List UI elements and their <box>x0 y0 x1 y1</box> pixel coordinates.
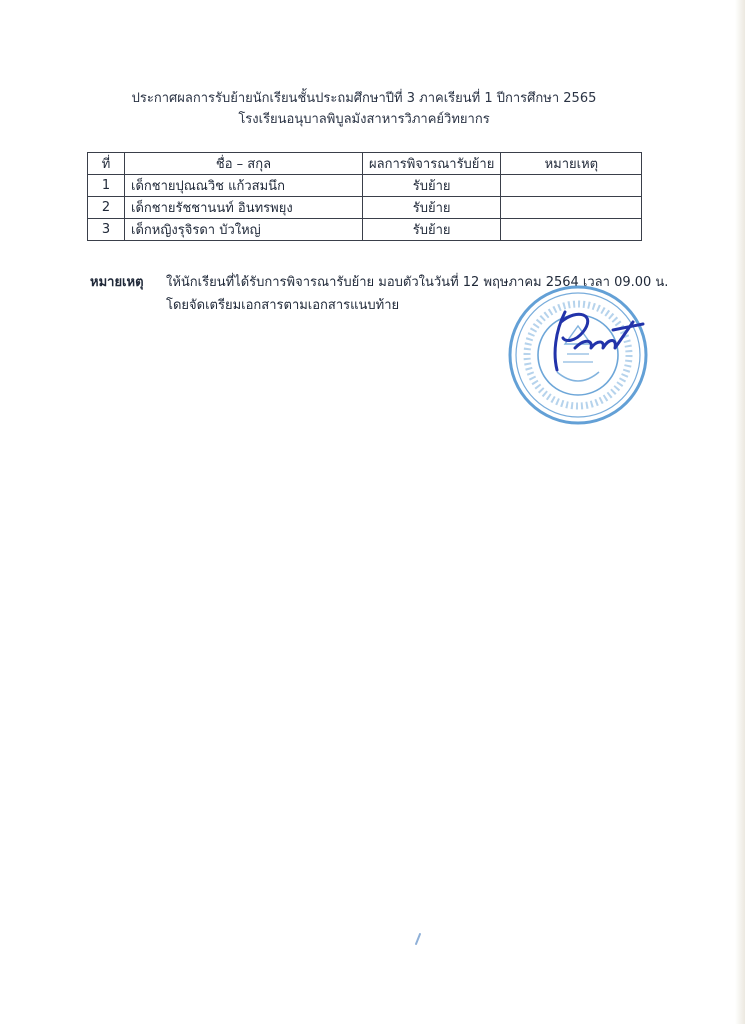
paper-speck-mark <box>414 932 422 946</box>
row-result: รับย้าย <box>363 219 501 241</box>
header-number: ที่ <box>88 153 125 175</box>
school-seal-stamp-icon <box>505 282 651 428</box>
table-row <box>88 175 642 197</box>
results-table <box>87 152 642 241</box>
row-number: 1 <box>88 175 125 197</box>
table-header-row <box>88 153 642 175</box>
note-line-2: โดยจัดเตรียมเอกสารตามเอกสารแนบท้าย <box>166 298 400 313</box>
header-note: หมายเหตุ <box>501 153 642 175</box>
table-row <box>88 219 642 241</box>
row-name: เด็กชายปุณณวิช แก้วสมนึก <box>125 175 363 197</box>
row-note <box>501 219 642 241</box>
row-note <box>501 175 642 197</box>
row-name: เด็กชายรัชชานนท์ อินทรพยุง <box>125 197 363 219</box>
note-line-1: ให้นักเรียนที่ได้รับการพิจารณารับย้าย มอบตัวในวันที่ 12 พฤษภาคม 2564 เวลา 09.00 น. <box>166 275 669 290</box>
row-result: รับย้าย <box>363 197 501 219</box>
announcement-title <box>0 88 728 130</box>
table-row <box>88 197 642 219</box>
title-line-2: โรงเรียนอนุบาลพิบูลมังสาหารวิภาคย์วิทยากร <box>238 112 490 127</box>
row-number: 3 <box>88 219 125 241</box>
row-name: เด็กหญิงรุจิรดา บัวใหญ่ <box>125 219 363 241</box>
header-name: ชื่อ – สกุล <box>125 153 363 175</box>
row-note <box>501 197 642 219</box>
note-label: หมายเหตุ <box>90 275 144 290</box>
title-line-1: ประกาศผลการรับย้ายนักเรียนชั้นประถมศึกษาปีที่ 3 ภาคเรียนที่ 1 ปีการศึกษา 2565 <box>131 91 597 106</box>
page-edge-shadow <box>735 0 745 1024</box>
header-result: ผลการพิจารณารับย้าย <box>363 153 501 175</box>
row-result: รับย้าย <box>363 175 501 197</box>
row-number: 2 <box>88 197 125 219</box>
